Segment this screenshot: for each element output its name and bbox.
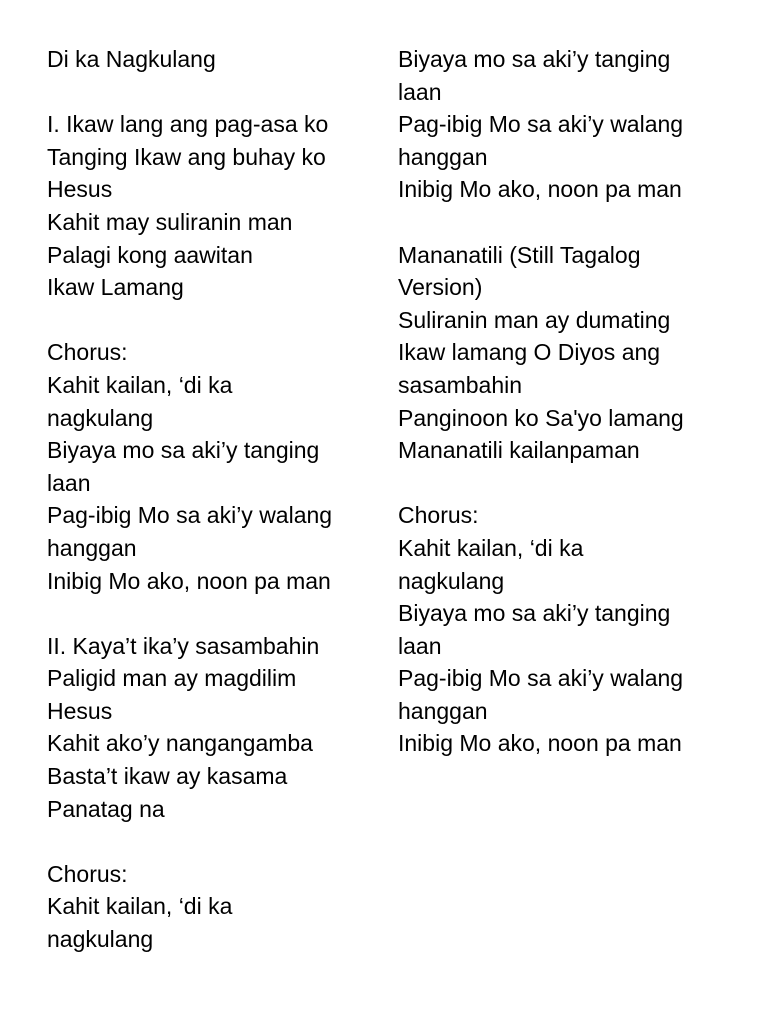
lyric-line: Kahit may suliranin man <box>47 208 293 235</box>
section-heading: Mananatili (Still Tagalog <box>398 241 641 268</box>
lyric-line: II. Kaya’t ika’y sasambahin <box>47 632 320 659</box>
left-column <box>47 43 382 956</box>
lyric-line: Suliranin man ay dumating <box>398 306 671 333</box>
lyric-line: laan <box>398 632 442 659</box>
right-column <box>398 43 738 760</box>
lyric-line: Panatag na <box>47 795 165 822</box>
lyric-line: Kahit ako’y nangangamba <box>47 730 313 757</box>
lyric-line: nagkulang <box>47 404 154 431</box>
lyric-line: Biyaya mo sa aki’y tanging <box>398 46 671 72</box>
lyric-line: Ikaw lamang O Diyos ang <box>398 339 661 366</box>
lyric-line: Basta’t ikaw ay kasama <box>47 763 288 790</box>
lyric-line: Pag-ibig Mo sa aki’y walang <box>47 502 333 529</box>
lyric-line: Panginoon ko Sa'yo lamang <box>398 404 684 431</box>
lyric-line: Hesus <box>47 176 113 203</box>
lyric-line: Pag-ibig Mo sa aki’y walang <box>398 111 684 138</box>
section-heading: Version) <box>398 274 483 301</box>
lyric-line: nagkulang <box>47 926 154 953</box>
lyric-line: Kahit kailan, ‘di ka <box>398 534 584 561</box>
lyric-line: hanggan <box>398 143 488 170</box>
lyric-line: Tanging Ikaw ang buhay ko <box>47 143 326 170</box>
lyric-line: hanggan <box>47 534 137 561</box>
lyric-line: I. Ikaw lang ang pag-asa ko <box>47 111 329 138</box>
lyric-line: Biyaya mo sa aki’y tanging <box>47 437 320 464</box>
lyric-line: Inibig Mo ako, noon pa man <box>398 730 682 757</box>
lyric-line: Kahit kailan, ‘di ka <box>47 371 233 398</box>
lyric-line: Inibig Mo ako, noon pa man <box>398 176 682 203</box>
lyric-line: Paligid man ay magdilim <box>47 665 297 692</box>
blank-line <box>47 825 382 858</box>
lyric-line: laan <box>398 78 442 105</box>
lyric-line: Hesus <box>47 697 113 724</box>
lyric-line: nagkulang <box>398 567 505 594</box>
lyric-line: Ikaw Lamang <box>47 274 184 301</box>
blank-line <box>398 206 738 239</box>
song-title: Di ka Nagkulang <box>47 46 216 72</box>
lyric-line: laan <box>47 469 91 496</box>
lyric-line: Pag-ibig Mo sa aki’y walang <box>398 665 684 692</box>
lyric-line: Mananatili kailanpaman <box>398 437 640 464</box>
lyric-line: hanggan <box>398 697 488 724</box>
lyric-line: sasambahin <box>398 371 523 398</box>
blank-line <box>47 597 382 630</box>
chorus-heading: Chorus: <box>47 860 128 887</box>
blank-line <box>47 304 382 337</box>
chorus-heading: Chorus: <box>398 502 479 529</box>
lyric-line: Biyaya mo sa aki’y tanging <box>398 600 671 627</box>
blank-line <box>398 467 738 500</box>
lyric-line: Inibig Mo ako, noon pa man <box>47 567 331 594</box>
lyric-line: Palagi kong aawitan <box>47 241 253 268</box>
lyric-line: Kahit kailan, ‘di ka <box>47 893 233 920</box>
chorus-heading: Chorus: <box>47 339 128 366</box>
blank-line <box>47 76 382 109</box>
